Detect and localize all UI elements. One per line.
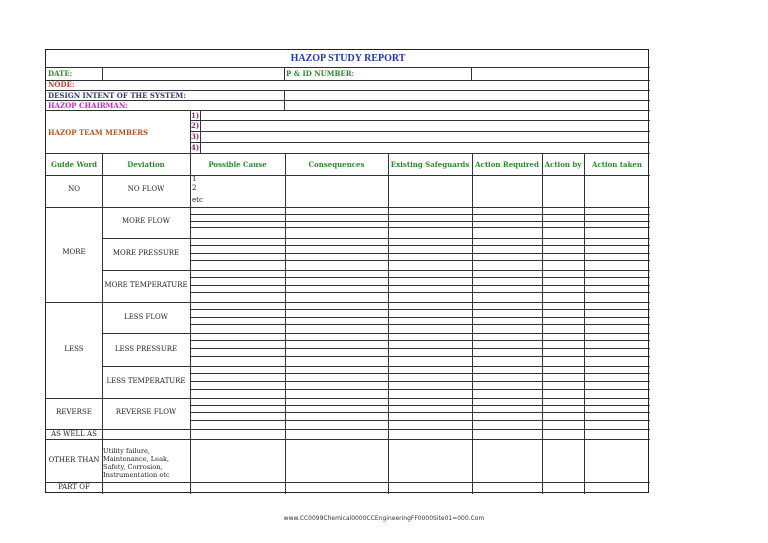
deviation-more-temperature: MORE TEMPERATURE: [104, 281, 188, 289]
guide-word-less: LESS: [64, 345, 84, 353]
col-possible-cause: Possible Cause: [208, 160, 267, 169]
pid-number-field[interactable]: [472, 68, 649, 79]
chairman-label: HAZOP CHAIRMAN:: [48, 101, 128, 110]
guide-word-as-well-as: AS WELL AS: [51, 430, 97, 438]
deviation-no-flow: NO FLOW: [127, 185, 165, 193]
col-action-by: Action by: [544, 160, 582, 169]
hazop-report-sheet: [45, 49, 649, 493]
col-consequences: Consequences: [308, 160, 365, 169]
guide-word-part-of: PART OF: [58, 483, 90, 491]
deviation-more-pressure: MORE PRESSURE: [112, 249, 180, 257]
deviation-other-than-causes: Utility failure, Maintenance, Leak, Safety, Corrosion, Instrumentation etc: [103, 447, 170, 479]
deviation-more-flow: MORE FLOW: [122, 217, 170, 225]
deviation-less-pressure: LESS PRESSURE: [114, 345, 178, 353]
guide-word-no: NO: [68, 185, 80, 193]
col-action-required: Action Required: [475, 160, 539, 169]
team-slot-1: 1): [191, 111, 200, 120]
date-label: DATE:: [48, 69, 73, 78]
node-label: NODE:: [48, 80, 75, 89]
col-existing-safeguards: Existing Safeguards: [390, 160, 470, 169]
team-slot-4: 4): [191, 143, 200, 152]
date-field[interactable]: [103, 68, 283, 79]
guide-word-more: MORE: [62, 248, 86, 256]
pid-number-label: P & ID NUMBER:: [286, 69, 355, 78]
deviation-less-temperature: LESS TEMPERATURE: [106, 377, 186, 385]
team-slot-2: 2): [191, 121, 200, 130]
team-member-field-2[interactable]: [201, 121, 649, 130]
team-member-field-4[interactable]: [201, 143, 649, 152]
team-slot-3: 3): [191, 132, 200, 141]
design-intent-label: DESIGN INTENT OF THE SYSTEM:: [48, 91, 186, 100]
team-member-field-1[interactable]: [201, 111, 649, 120]
cause-number-1: 1: [192, 175, 197, 183]
cause-number-2: 2: [192, 184, 197, 192]
deviation-reverse-flow: REVERSE FLOW: [115, 408, 177, 416]
footer-website: www.CC0099Chemical0000CCEngineeringFF0000Site01=000.Com: [283, 515, 485, 522]
guide-word-reverse: REVERSE: [56, 408, 92, 416]
design-intent-field[interactable]: [285, 91, 649, 110]
col-guide-word: Guide Word: [50, 160, 98, 169]
report-title: HAZOP STUDY REPORT: [290, 53, 406, 64]
deviation-less-flow: LESS FLOW: [124, 313, 168, 321]
team-members-label: HAZOP TEAM MEMBERS: [48, 128, 149, 137]
team-member-field-3[interactable]: [201, 132, 649, 141]
guide-word-other-than: OTHER THAN: [48, 456, 100, 464]
col-action-taken: Action taken: [592, 160, 642, 169]
cause-number-etc: etc: [192, 196, 203, 204]
col-deviation: Deviation: [127, 160, 165, 169]
node-field[interactable]: [103, 81, 649, 90]
